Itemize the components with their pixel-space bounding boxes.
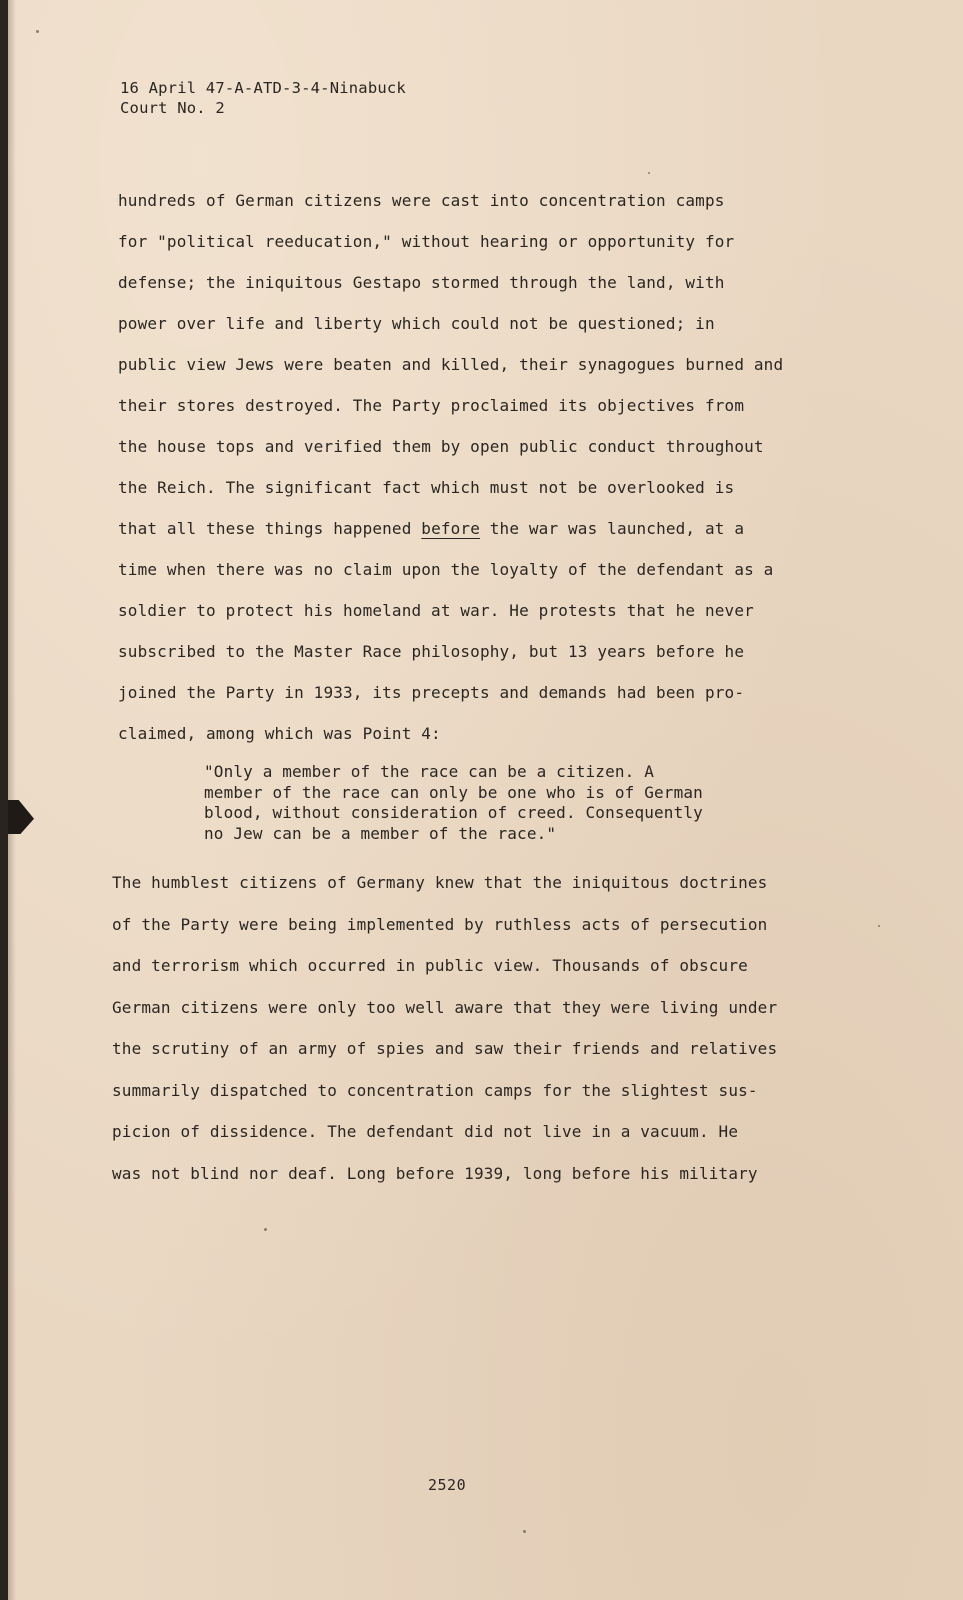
- text-line: picion of dissidence. The defendant did not live in a vacuum. He: [112, 1122, 739, 1141]
- paper-speck: [523, 1530, 526, 1533]
- text-line: was not blind nor deaf. Long before 1939, long before his military: [112, 1163, 758, 1183]
- page-number: 2520: [428, 1476, 467, 1494]
- block-quote: [204, 762, 703, 844]
- underlined-word: before: [421, 519, 480, 538]
- paper-speck: [648, 172, 650, 174]
- paragraph-1: [118, 180, 838, 754]
- text-line: defense; the iniquitous Gestapo stormed through the land, with: [118, 273, 725, 292]
- header-court-line: Court No. 2: [120, 99, 225, 117]
- text-line-with-underline: that all these things happened before the war was launched, at a: [118, 519, 745, 538]
- quote-line: blood, without consideration of creed. Consequently: [204, 803, 703, 822]
- text-line: the scrutiny of an army of spies and saw their friends and relatives: [112, 1039, 778, 1058]
- text-line: power over life and liberty which could not be questioned; in: [118, 314, 715, 333]
- text-line: and terrorism which occurred in public view. Thousands of obscure: [112, 956, 748, 975]
- text-line: soldier to protect his homeland at war. He protests that he never: [118, 601, 754, 620]
- text-line: The humblest citizens of Germany knew that the iniquitous doctrines: [112, 873, 768, 892]
- quote-line: "Only a member of the race can be a citizen. A: [204, 762, 655, 781]
- binder-notch: [8, 800, 34, 834]
- text-line: subscribed to the Master Race philosophy, but 13 years before he: [118, 642, 745, 661]
- text-line: the house tops and verified them by open public conduct throughout: [118, 437, 764, 456]
- text-line: summarily dispatched to concentration camps for the slightest sus-: [112, 1080, 758, 1100]
- text-line: German citizens were only too well aware that they were living under: [112, 997, 778, 1017]
- text-line: joined the Party in 1933, its precepts and demands had been pro-: [118, 683, 745, 702]
- text-line: their stores destroyed. The Party proclaimed its objectives from: [118, 396, 745, 415]
- text-line: the Reich. The significant fact which must not be overlooked is: [118, 478, 735, 497]
- quote-line: member of the race can only be one who is of German: [204, 782, 703, 802]
- paper-speck: [878, 925, 880, 927]
- paper-speck: [36, 30, 39, 33]
- text-line: claimed, among which was Point 4:: [118, 724, 441, 743]
- text-line: time when there was no claim upon the loyalty of the defendant as a: [118, 560, 774, 579]
- quote-line: no Jew can be a member of the race.": [204, 823, 557, 843]
- text-line: of the Party were being implemented by ruthless acts of persecution: [112, 914, 768, 934]
- paper-speck: [264, 1228, 267, 1231]
- header-date-line: 16 April 47-A-ATD-3-4-Ninabuck: [120, 79, 406, 97]
- text-line: public view Jews were beaten and killed, their synagogues burned and: [118, 355, 784, 374]
- document-header: [120, 78, 406, 118]
- text-line: for "political reeducation," without hearing or opportunity for: [118, 232, 735, 251]
- text-line: hundreds of German citizens were cast into concentration camps: [118, 191, 725, 210]
- document-page: [8, 0, 963, 1600]
- paragraph-2: [112, 862, 777, 1194]
